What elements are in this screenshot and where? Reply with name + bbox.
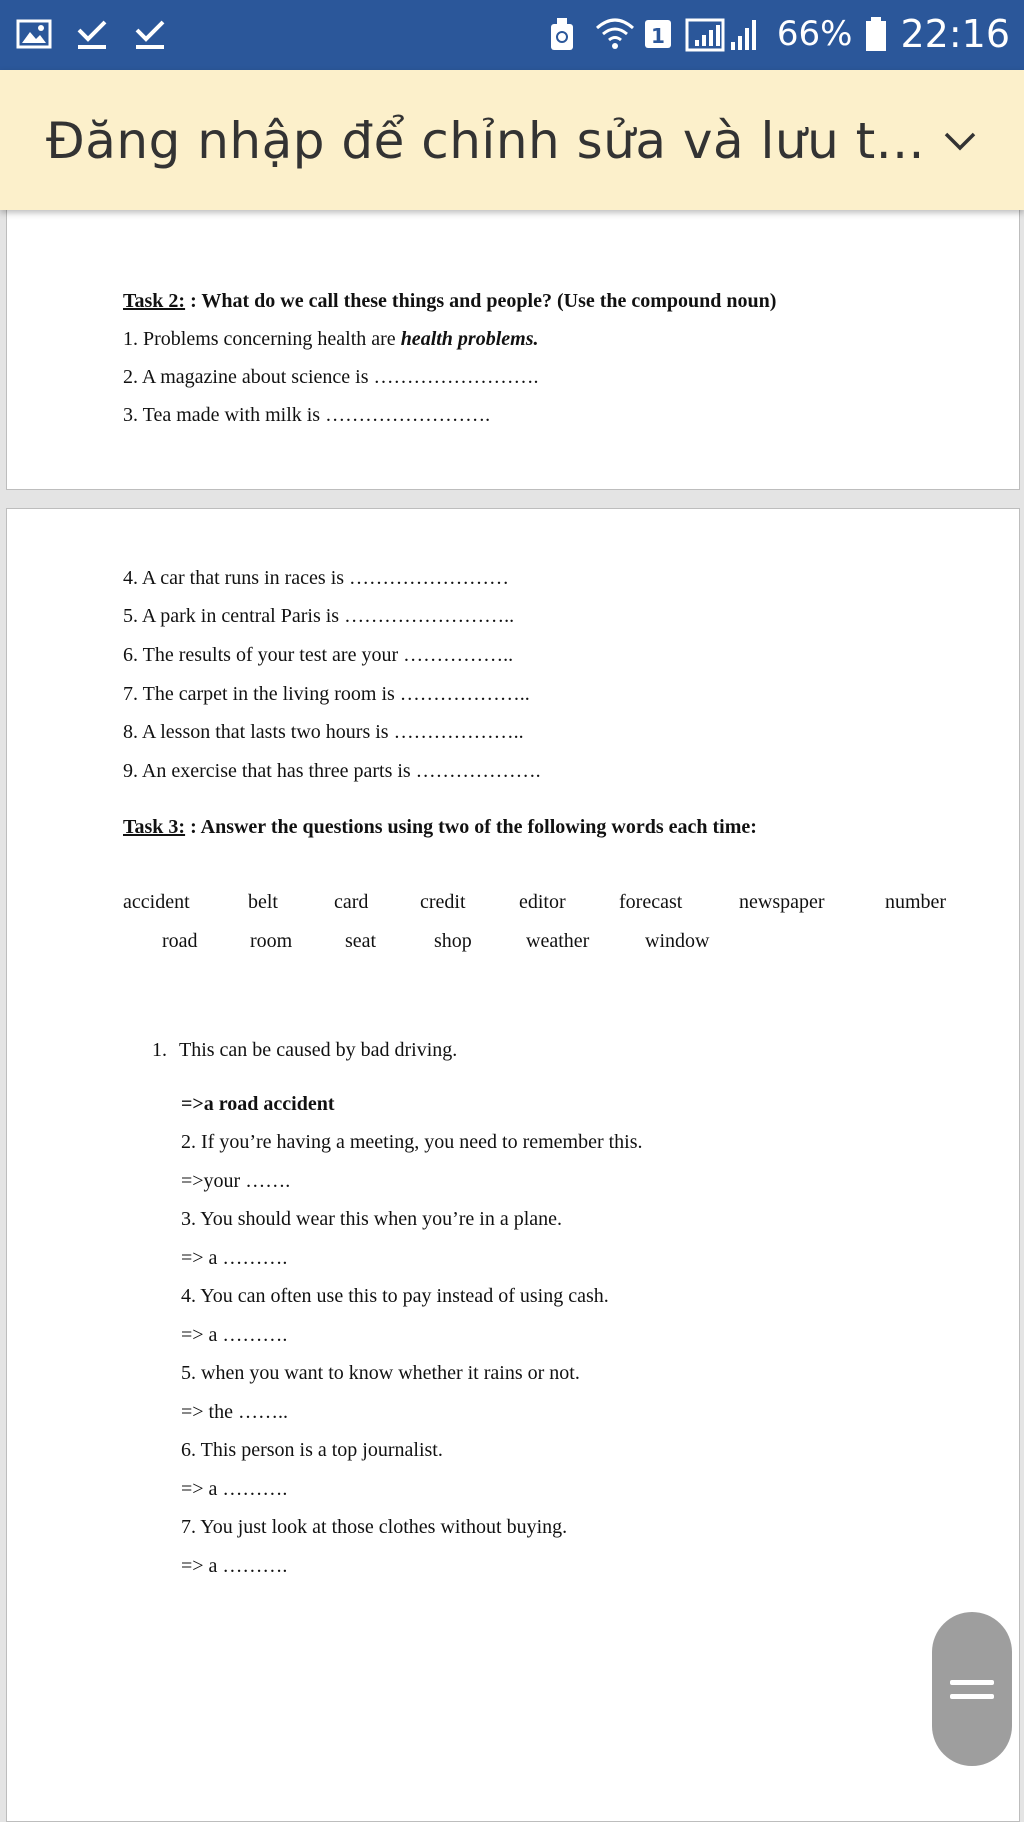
document-page-2 (6, 508, 1020, 1822)
scroll-handle[interactable] (932, 1612, 1012, 1766)
task3-answer-1: =>a road accident (181, 1093, 335, 1115)
task3-question-5: 5. when you want to know whether it rains or not. (181, 1362, 580, 1384)
task3-heading (123, 816, 757, 839)
task2-item-9: 9. An exercise that has three parts is ………………. (123, 760, 541, 782)
download-done-icon (74, 16, 110, 52)
word-forecast: forecast (619, 891, 683, 913)
image-icon (16, 16, 52, 52)
wifi-icon (595, 16, 631, 52)
task3-label: Task 3: (123, 816, 186, 838)
task2-item-8: 8. A lesson that lasts two hours is ……………….. (123, 721, 524, 743)
word-window: window (645, 930, 710, 952)
task3-answer-5: => the …….. (181, 1401, 288, 1423)
task2-item-4: 4. A car that runs in races is …………………… (123, 567, 510, 589)
sim-slot-number: 1 (650, 24, 665, 48)
word-weather: weather (526, 930, 590, 952)
grip-line-bottom (950, 1694, 994, 1699)
word-editor: editor (519, 891, 566, 913)
sign-in-banner[interactable] (0, 70, 1024, 210)
word-shop: shop (434, 930, 472, 952)
clock: 22:16 (900, 12, 1010, 56)
word-room: room (250, 930, 293, 952)
chevron-down-icon[interactable] (936, 116, 984, 164)
task2-item-3: 3. Tea made with milk is ……………………. (123, 404, 491, 426)
document-page-1 (6, 175, 1020, 490)
word-newspaper: newspaper (739, 891, 825, 913)
status-bar (0, 0, 1024, 70)
word-number: number (885, 891, 947, 913)
signal-icon (685, 16, 765, 52)
task3-question-4: 4. You can often use this to pay instead of using cash. (181, 1285, 609, 1307)
task3-instruction: : Answer the questions using two of the following words each time: (185, 816, 757, 838)
word-accident: accident (123, 891, 190, 913)
banner-text: Đăng nhập để chỉnh sửa và lưu t... (46, 112, 925, 170)
grip-line-top (950, 1680, 994, 1685)
task3-question-3: 3. You should wear this when you’re in a plane. (181, 1208, 563, 1230)
task3-answer-3: => a ………. (181, 1247, 288, 1269)
task2-item-7: 7. The carpet in the living room is ……………….. (123, 683, 530, 705)
task3-question-1: 1. This can be caused by bad driving. (152, 1039, 458, 1061)
task2-label: Task 2: (123, 290, 186, 312)
task2-item-2: 2. A magazine about science is ……………………. (123, 366, 539, 388)
word-card: card (334, 891, 369, 913)
task3-answer-4: => a ………. (181, 1324, 288, 1346)
task2-item-1-answer: health problems. (400, 328, 539, 350)
word-road: road (162, 930, 198, 952)
word-belt: belt (248, 891, 278, 913)
download-done-icon (132, 16, 168, 52)
task3-answer-6: => a ………. (181, 1478, 288, 1500)
word-bank-row-1 (123, 891, 973, 921)
task2-item-1: 1. Problems concerning health are health problems. (123, 328, 539, 350)
word-bank-row-2 (162, 930, 862, 960)
task3-answer-7: => a ………. (181, 1555, 288, 1577)
word-seat: seat (345, 930, 377, 952)
task3-question-6: 6. This person is a top journalist. (181, 1439, 443, 1461)
battery-icon (864, 16, 888, 52)
task3-question-2: 2. If you’re having a meeting, you need to remember this. (181, 1131, 643, 1153)
sim-icon (643, 16, 673, 52)
task2-instruction: : What do we call these things and people? (Use the compound noun) (185, 290, 777, 312)
task2-heading (123, 290, 776, 313)
task3-question-7: 7. You just look at those clothes without buying. (181, 1516, 568, 1538)
battery-percent: 66% (776, 14, 853, 54)
task2-item-5: 5. A park in central Paris is …………………….. (123, 605, 515, 627)
task3-answer-2: =>your ……. (181, 1170, 291, 1192)
task2-item-6: 6. The results of your test are your …………….. (123, 644, 514, 666)
word-credit: credit (420, 891, 466, 913)
recycle-icon (547, 16, 583, 52)
